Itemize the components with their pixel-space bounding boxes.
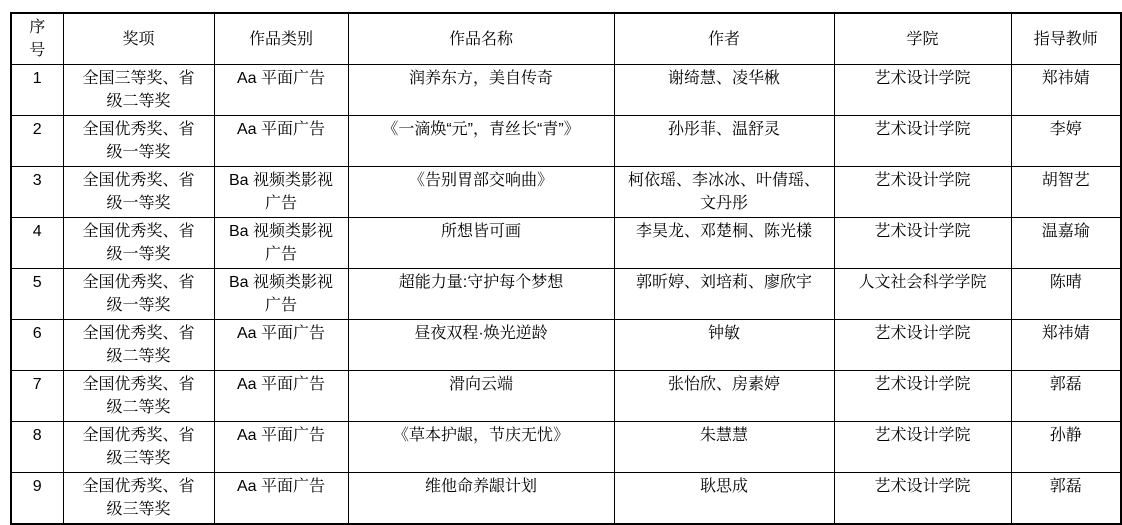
cell-title: 昼夜双程·焕光逆龄 [348,320,614,371]
cell-category: Aa 平面广告 [214,320,348,371]
cell-award: 全国优秀奖、省级一等奖 [63,116,214,167]
cell-index: 5 [11,269,63,320]
table-row [11,320,1121,371]
cell-award: 全国优秀奖、省级二等奖 [63,320,214,371]
cell-award: 全国优秀奖、省级三等奖 [63,473,214,525]
cell-index: 7 [11,371,63,422]
cell-authors: 谢绮慧、凌华楸 [614,65,834,116]
column-header-advisor: 指导教师 [1011,13,1121,65]
cell-title: 维他命养龈计划 [348,473,614,525]
cell-title: 所想皆可画 [348,218,614,269]
cell-index: 9 [11,473,63,525]
cell-college: 艺术设计学院 [834,320,1011,371]
column-header-award: 奖项 [63,13,214,65]
cell-college: 艺术设计学院 [834,371,1011,422]
cell-college: 艺术设计学院 [834,167,1011,218]
cell-title: 《一滴焕“元”，青丝长“青”》 [348,116,614,167]
cell-authors: 柯依瑶、李冰冰、叶倩瑶、文丹彤 [614,167,834,218]
cell-advisor: 郑祎婧 [1011,320,1121,371]
cell-index: 4 [11,218,63,269]
cell-authors: 耿思成 [614,473,834,525]
cell-authors: 张怡欣、房素婷 [614,371,834,422]
cell-award: 全国三等奖、省级二等奖 [63,65,214,116]
cell-category: Aa 平面广告 [214,65,348,116]
cell-award: 全国优秀奖、省级一等奖 [63,269,214,320]
cell-category: Aa 平面广告 [214,473,348,525]
cell-award: 全国优秀奖、省级一等奖 [63,167,214,218]
cell-category: Aa 平面广告 [214,371,348,422]
cell-authors: 孙彤菲、温舒灵 [614,116,834,167]
cell-advisor: 温嘉瑜 [1011,218,1121,269]
table-body [11,65,1121,525]
table-header-row [11,13,1121,65]
awards-table [10,12,1122,525]
table-row [11,371,1121,422]
cell-title: 润养东方，美自传奇 [348,65,614,116]
column-header-college: 学院 [834,13,1011,65]
cell-index: 1 [11,65,63,116]
cell-advisor: 李婷 [1011,116,1121,167]
cell-award: 全国优秀奖、省级三等奖 [63,422,214,473]
cell-college: 艺术设计学院 [834,218,1011,269]
cell-advisor: 郭磊 [1011,371,1121,422]
cell-authors: 郭昕婷、刘培莉、廖欣宇 [614,269,834,320]
cell-advisor: 郑祎婧 [1011,65,1121,116]
cell-category: Aa 平面广告 [214,422,348,473]
table-row [11,65,1121,116]
cell-category: Aa 平面广告 [214,116,348,167]
cell-award: 全国优秀奖、省级二等奖 [63,371,214,422]
table-row [11,218,1121,269]
cell-advisor: 陈晴 [1011,269,1121,320]
cell-title: 《草本护龈，节庆无忧》 [348,422,614,473]
cell-advisor: 胡智艺 [1011,167,1121,218]
cell-advisor: 孙静 [1011,422,1121,473]
table-row [11,473,1121,525]
cell-authors: 李昊龙、邓楚桐、陈光樣 [614,218,834,269]
cell-college: 艺术设计学院 [834,473,1011,525]
column-header-title: 作品名称 [348,13,614,65]
cell-index: 2 [11,116,63,167]
cell-authors: 朱慧慧 [614,422,834,473]
cell-college: 艺术设计学院 [834,65,1011,116]
cell-authors: 钟敏 [614,320,834,371]
cell-category: Ba 视频类影视广告 [214,167,348,218]
cell-category: Ba 视频类影视广告 [214,269,348,320]
column-header-index: 序号 [11,13,63,65]
awards-table-container [10,12,1122,525]
cell-college: 人文社会科学学院 [834,269,1011,320]
table-row [11,116,1121,167]
cell-title: 超能力量:守护每个梦想 [348,269,614,320]
column-header-authors: 作者 [614,13,834,65]
cell-category: Ba 视频类影视广告 [214,218,348,269]
cell-advisor: 郭磊 [1011,473,1121,525]
column-header-category: 作品类别 [214,13,348,65]
cell-index: 3 [11,167,63,218]
cell-college: 艺术设计学院 [834,116,1011,167]
table-row [11,269,1121,320]
cell-title: 滑向云端 [348,371,614,422]
table-row [11,167,1121,218]
cell-index: 6 [11,320,63,371]
cell-college: 艺术设计学院 [834,422,1011,473]
cell-award: 全国优秀奖、省级一等奖 [63,218,214,269]
cell-title: 《告别胃部交响曲》 [348,167,614,218]
table-row [11,422,1121,473]
cell-index: 8 [11,422,63,473]
